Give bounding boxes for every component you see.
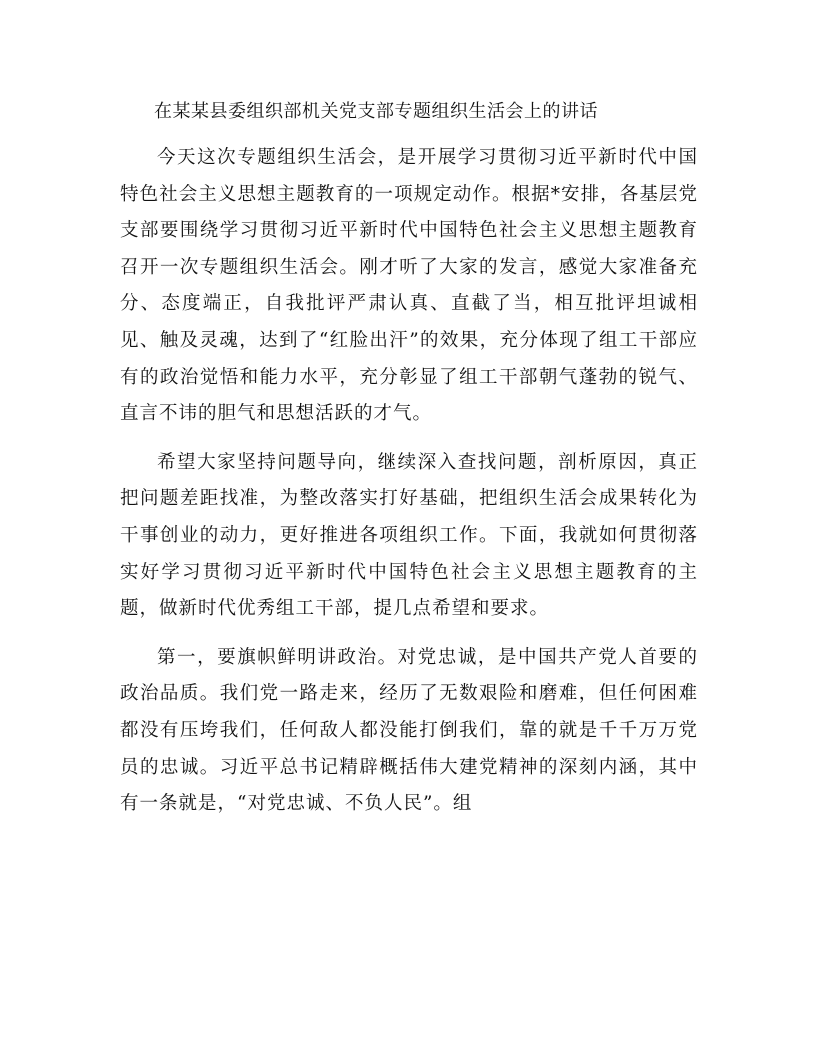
document-body — [120, 92, 698, 835]
paragraph-1: 今天这次专题组织生活会，是开展学习贯彻习近平新时代中国特色社会主义思想主题教育的一项规定动作。根据*安排，各基层党支部要围绕学习贯彻习近平新时代中国特色社会主义思想主题教育召开一次专题组织生活会。刚才听了大家的发言，感觉大家准备充分、态度端正，自我批评严肃认真、直截了当，相互批评坦诚相见、触及灵魂，达到了“红脸出汗”的效果，充分体现了组工干部应有的政治觉悟和能力水平，充分彰显了组工干部朝气蓬勃的锐气、直言不讳的胆气和思想活跃的才气。 — [120, 147, 698, 425]
paragraph-3: 第一，要旗帜鲜明讲政治。对党忠诚，是中国共产党人首要的政治品质。我们党一路走来，经历了无数艰险和磨难，但任何困难都没有压垮我们，任何敌人都没能打倒我们，靠的就是千千万万党员的忠诚。习近平总书记精辟概括伟大建党精神的深刻内涵，其中有一条就是，“对党忠诚、不负人民”。组 — [120, 646, 698, 815]
document-title: 在某某县委组织部机关党支部专题组织生活会上的讲话 — [154, 101, 598, 122]
paragraph-2: 希望大家坚持问题导向，继续深入查找问题，剖析原因，真正把问题差距找准，为整改落实打好基础，把组织生活会成果转化为干事创业的动力，更好推进各项组织工作。下面，我就如何贯彻落实好学习贯彻习近平新时代中国特色社会主义思想主题教育的主题，做新时代优秀组工干部，提几点希望和要求。 — [120, 451, 698, 620]
